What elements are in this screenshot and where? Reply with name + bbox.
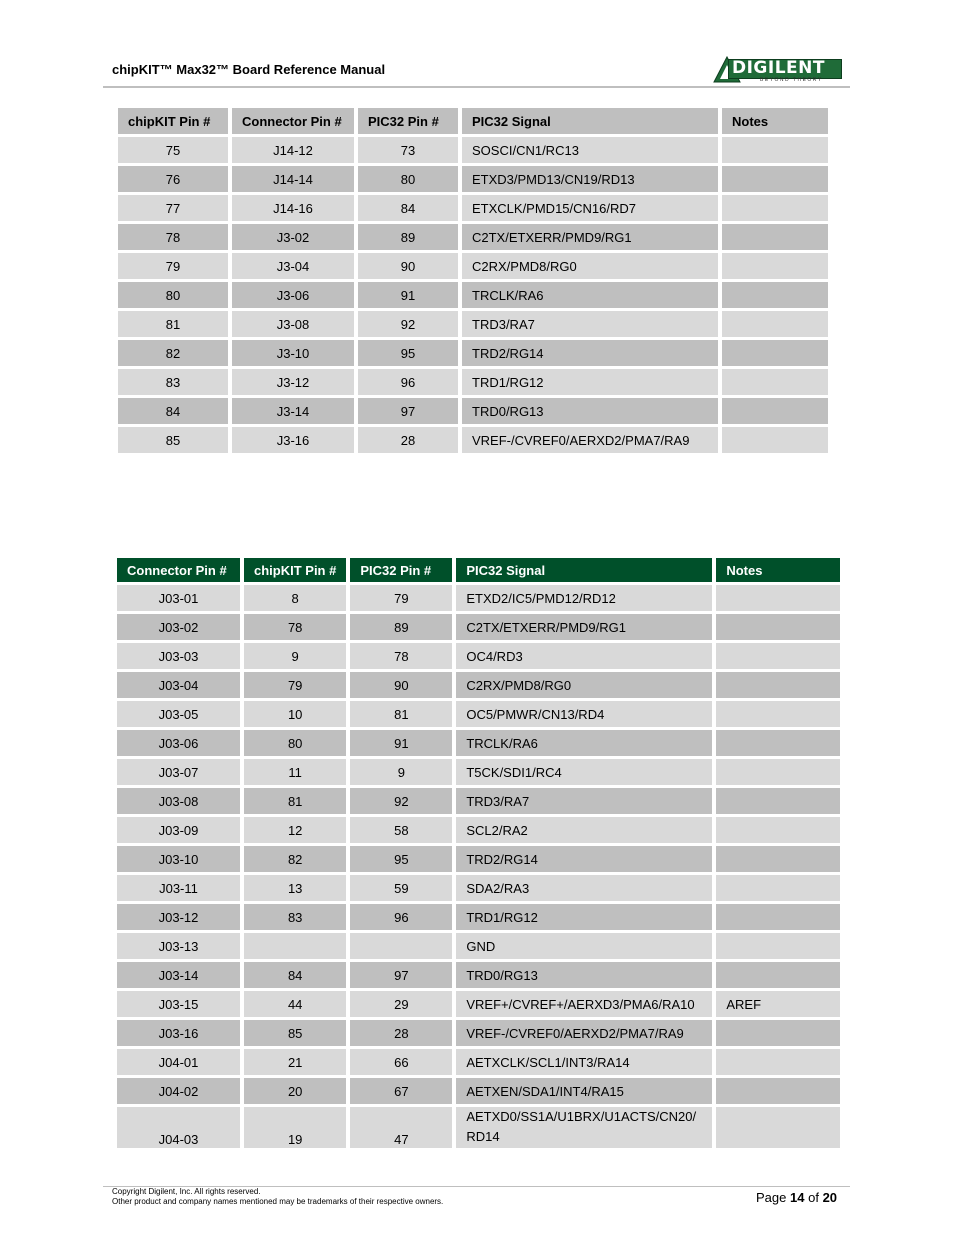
table-cell: 8 — [244, 585, 346, 611]
document-title: chipKIT™ Max32™ Board Reference Manual — [112, 62, 386, 77]
table-cell — [350, 933, 452, 959]
table-cell: J03-11 — [117, 875, 240, 901]
table-row — [117, 962, 840, 988]
table-cell: VREF+/CVREF+/AERXD3/PMA6/RA10 — [456, 991, 712, 1017]
table-cell: 9 — [350, 759, 452, 785]
table-cell: J03-02 — [117, 614, 240, 640]
table-cell: 90 — [358, 253, 458, 279]
column-header: Connector Pin # — [232, 108, 354, 134]
table-cell: J14-16 — [232, 195, 354, 221]
table-cell: 97 — [358, 398, 458, 424]
table-cell: TRD0/RG13 — [462, 398, 718, 424]
table-cell: C2TX/ETXERR/PMD9/RG1 — [456, 614, 712, 640]
column-header: chipKIT Pin # — [118, 108, 228, 134]
table-cell: ETXD3/PMD13/CN19/RD13 — [462, 166, 718, 192]
table-row — [118, 166, 828, 192]
table-cell: 29 — [350, 991, 452, 1017]
table-cell: C2RX/PMD8/RG0 — [456, 672, 712, 698]
table-cell: VREF-/CVREF0/AERXD2/PMA7/RA9 — [456, 1020, 712, 1046]
table-row — [118, 195, 828, 221]
table-row — [118, 253, 828, 279]
table-cell: J03-07 — [117, 759, 240, 785]
table-cell: TRCLK/RA6 — [462, 282, 718, 308]
table-row — [118, 224, 828, 250]
table-cell — [716, 1020, 840, 1046]
table-cell: J3-04 — [232, 253, 354, 279]
table-row — [117, 1049, 840, 1075]
table-cell: J03-13 — [117, 933, 240, 959]
table-cell — [716, 1107, 840, 1148]
table-cell: 12 — [244, 817, 346, 843]
table-cell: 85 — [244, 1020, 346, 1046]
table-cell: J3-08 — [232, 311, 354, 337]
table-cell: J03-06 — [117, 730, 240, 756]
table-cell — [722, 224, 828, 250]
table-cell: AETXCLK/SCL1/INT3/RA14 — [456, 1049, 712, 1075]
table-cell — [722, 195, 828, 221]
table-cell: J04-03 — [117, 1107, 240, 1148]
table-row — [117, 672, 840, 698]
column-header: PIC32 Pin # — [358, 108, 458, 134]
table-row — [117, 904, 840, 930]
copyright-line: Copyright Digilent, Inc. All rights reserved. — [112, 1187, 261, 1196]
table-cell: J03-10 — [117, 846, 240, 872]
table-cell: 20 — [244, 1078, 346, 1104]
table-cell — [722, 398, 828, 424]
table-row — [117, 933, 840, 959]
table-cell — [716, 614, 840, 640]
column-header: Notes — [716, 558, 840, 582]
table-row — [118, 427, 828, 453]
table-cell — [716, 1049, 840, 1075]
table-cell: J03-01 — [117, 585, 240, 611]
table-cell: TRD2/RG14 — [456, 846, 712, 872]
table-row — [117, 585, 840, 611]
column-header: Notes — [722, 108, 828, 134]
table-cell: J03-03 — [117, 643, 240, 669]
table-cell: 19 — [244, 1107, 346, 1148]
table-row — [118, 311, 828, 337]
copyright-notice — [112, 1187, 443, 1207]
table-cell: 96 — [350, 904, 452, 930]
table-cell: TRD0/RG13 — [456, 962, 712, 988]
column-header: PIC32 Pin # — [350, 558, 452, 582]
table-cell — [722, 253, 828, 279]
table-cell — [716, 846, 840, 872]
table-row — [117, 701, 840, 727]
table-cell: J3-02 — [232, 224, 354, 250]
table-cell: TRD1/RG12 — [456, 904, 712, 930]
column-header: PIC32 Signal — [456, 558, 712, 582]
table-cell: 92 — [350, 788, 452, 814]
table-cell: TRD2/RG14 — [462, 340, 718, 366]
table-cell: J14-12 — [232, 137, 354, 163]
table-cell: 47 — [350, 1107, 452, 1148]
table-cell: AETXD0/SS1A/U1BRX/U1ACTS/CN20/ RD14 — [456, 1107, 712, 1148]
table-cell — [716, 933, 840, 959]
table-cell — [722, 166, 828, 192]
page-of: of — [808, 1190, 819, 1205]
table-cell: 95 — [350, 846, 452, 872]
table-row — [117, 1078, 840, 1104]
table-cell — [716, 585, 840, 611]
table-cell: 9 — [244, 643, 346, 669]
table-row — [117, 817, 840, 843]
table-row — [117, 614, 840, 640]
table-cell: 89 — [350, 614, 452, 640]
table-cell: J03-05 — [117, 701, 240, 727]
table-cell: J3-14 — [232, 398, 354, 424]
table-row — [117, 788, 840, 814]
table-row — [117, 875, 840, 901]
header-rule — [103, 86, 850, 88]
digilent-logo — [712, 55, 842, 85]
table-cell: 78 — [244, 614, 346, 640]
table-header-row — [117, 558, 840, 582]
pin-table-connector — [113, 555, 844, 1151]
table-cell: C2RX/PMD8/RG0 — [462, 253, 718, 279]
table-cell: 81 — [244, 788, 346, 814]
page-total: 20 — [822, 1190, 838, 1205]
table-row — [117, 1020, 840, 1046]
table-cell: 44 — [244, 991, 346, 1017]
table-cell — [716, 701, 840, 727]
table-cell: J03-16 — [117, 1020, 240, 1046]
trademark-line: Other product and company names mentioned may be trademarks of their respective owners. — [112, 1197, 444, 1206]
table-cell: 95 — [358, 340, 458, 366]
table-cell: 13 — [244, 875, 346, 901]
table-cell: 84 — [118, 398, 228, 424]
table-cell — [716, 730, 840, 756]
table-cell: TRD3/RA7 — [462, 311, 718, 337]
table-cell: 79 — [244, 672, 346, 698]
table-cell: 80 — [118, 282, 228, 308]
table-cell: 78 — [350, 643, 452, 669]
table-cell: TRD3/RA7 — [456, 788, 712, 814]
table-cell: 90 — [350, 672, 452, 698]
logo-tagline: BEYOND THEORY — [760, 77, 823, 83]
column-header: PIC32 Signal — [462, 108, 718, 134]
table-cell: 78 — [118, 224, 228, 250]
table-cell: 96 — [358, 369, 458, 395]
page-number — [756, 1190, 837, 1205]
table-cell: 80 — [244, 730, 346, 756]
table-cell — [722, 311, 828, 337]
table-cell: J03-14 — [117, 962, 240, 988]
table-row — [118, 137, 828, 163]
table-cell: J04-01 — [117, 1049, 240, 1075]
table-cell: 83 — [118, 369, 228, 395]
table-cell: SDA2/RA3 — [456, 875, 712, 901]
table-cell — [716, 1078, 840, 1104]
table-row — [118, 340, 828, 366]
table-cell: 84 — [244, 962, 346, 988]
table-cell: C2TX/ETXERR/PMD9/RG1 — [462, 224, 718, 250]
table-row — [117, 759, 840, 785]
table-cell — [716, 962, 840, 988]
table-cell: 84 — [358, 195, 458, 221]
table-cell: J03-15 — [117, 991, 240, 1017]
column-header: Connector Pin # — [117, 558, 240, 582]
table-cell: 21 — [244, 1049, 346, 1075]
table-cell: AREF — [716, 991, 840, 1017]
table-cell: 67 — [350, 1078, 452, 1104]
table-cell — [716, 875, 840, 901]
table-cell: 85 — [118, 427, 228, 453]
table-cell: 80 — [358, 166, 458, 192]
table-cell — [716, 788, 840, 814]
table-cell: J03-12 — [117, 904, 240, 930]
table-cell: VREF-/CVREF0/AERXD2/PMA7/RA9 — [462, 427, 718, 453]
column-header: chipKIT Pin # — [244, 558, 346, 582]
logo-wordmark: DIGILENT — [732, 58, 825, 78]
table-cell: ETXCLK/PMD15/CN16/RD7 — [462, 195, 718, 221]
table-cell — [722, 137, 828, 163]
table-cell: OC4/RD3 — [456, 643, 712, 669]
table-cell — [716, 643, 840, 669]
table-row — [117, 730, 840, 756]
table-row — [118, 282, 828, 308]
table-cell: 11 — [244, 759, 346, 785]
table-header-row — [118, 108, 828, 134]
table-cell: 82 — [244, 846, 346, 872]
table-cell: 81 — [350, 701, 452, 727]
table-cell — [716, 817, 840, 843]
table-cell: 83 — [244, 904, 346, 930]
table-row — [118, 398, 828, 424]
table-cell: J3-12 — [232, 369, 354, 395]
page-current: 14 — [790, 1190, 805, 1205]
table-cell: 97 — [350, 962, 452, 988]
table-cell: J3-16 — [232, 427, 354, 453]
table-cell: 92 — [358, 311, 458, 337]
pin-table-chipkit — [114, 105, 832, 456]
page-label: Page — [756, 1190, 787, 1205]
table-cell: 66 — [350, 1049, 452, 1075]
table-cell — [722, 369, 828, 395]
table-cell: J04-02 — [117, 1078, 240, 1104]
table-cell — [716, 904, 840, 930]
table-cell: AETXEN/SDA1/INT4/RA15 — [456, 1078, 712, 1104]
table-cell — [722, 427, 828, 453]
table-cell: 58 — [350, 817, 452, 843]
table-cell: 91 — [350, 730, 452, 756]
table-cell: SOSCI/CN1/RC13 — [462, 137, 718, 163]
table-cell: J3-06 — [232, 282, 354, 308]
table-cell: J3-10 — [232, 340, 354, 366]
table-cell: 28 — [358, 427, 458, 453]
table-row — [117, 643, 840, 669]
table-cell: T5CK/SDI1/RC4 — [456, 759, 712, 785]
table-cell: 59 — [350, 875, 452, 901]
table-cell: 79 — [118, 253, 228, 279]
table-cell: 10 — [244, 701, 346, 727]
table-cell: J14-14 — [232, 166, 354, 192]
table-cell: 79 — [350, 585, 452, 611]
table-row — [118, 369, 828, 395]
table-cell: 76 — [118, 166, 228, 192]
table-cell: 81 — [118, 311, 228, 337]
table-cell — [244, 933, 346, 959]
table-cell: ETXD2/IC5/PMD12/RD12 — [456, 585, 712, 611]
table-cell: TRCLK/RA6 — [456, 730, 712, 756]
table-row — [117, 846, 840, 872]
table-cell: J03-04 — [117, 672, 240, 698]
table-cell: 73 — [358, 137, 458, 163]
table-cell: 91 — [358, 282, 458, 308]
table-cell: 89 — [358, 224, 458, 250]
table-cell: J03-08 — [117, 788, 240, 814]
table-cell — [716, 672, 840, 698]
table-cell — [716, 759, 840, 785]
table-cell: J03-09 — [117, 817, 240, 843]
table-cell: GND — [456, 933, 712, 959]
table-row — [117, 991, 840, 1017]
table-row — [117, 1107, 840, 1148]
table-cell: 82 — [118, 340, 228, 366]
table-cell: TRD1/RG12 — [462, 369, 718, 395]
table-cell — [722, 282, 828, 308]
table-cell: 77 — [118, 195, 228, 221]
table-cell: OC5/PMWR/CN13/RD4 — [456, 701, 712, 727]
table-cell: 75 — [118, 137, 228, 163]
table-cell: 28 — [350, 1020, 452, 1046]
table-cell: SCL2/RA2 — [456, 817, 712, 843]
table-cell — [722, 340, 828, 366]
